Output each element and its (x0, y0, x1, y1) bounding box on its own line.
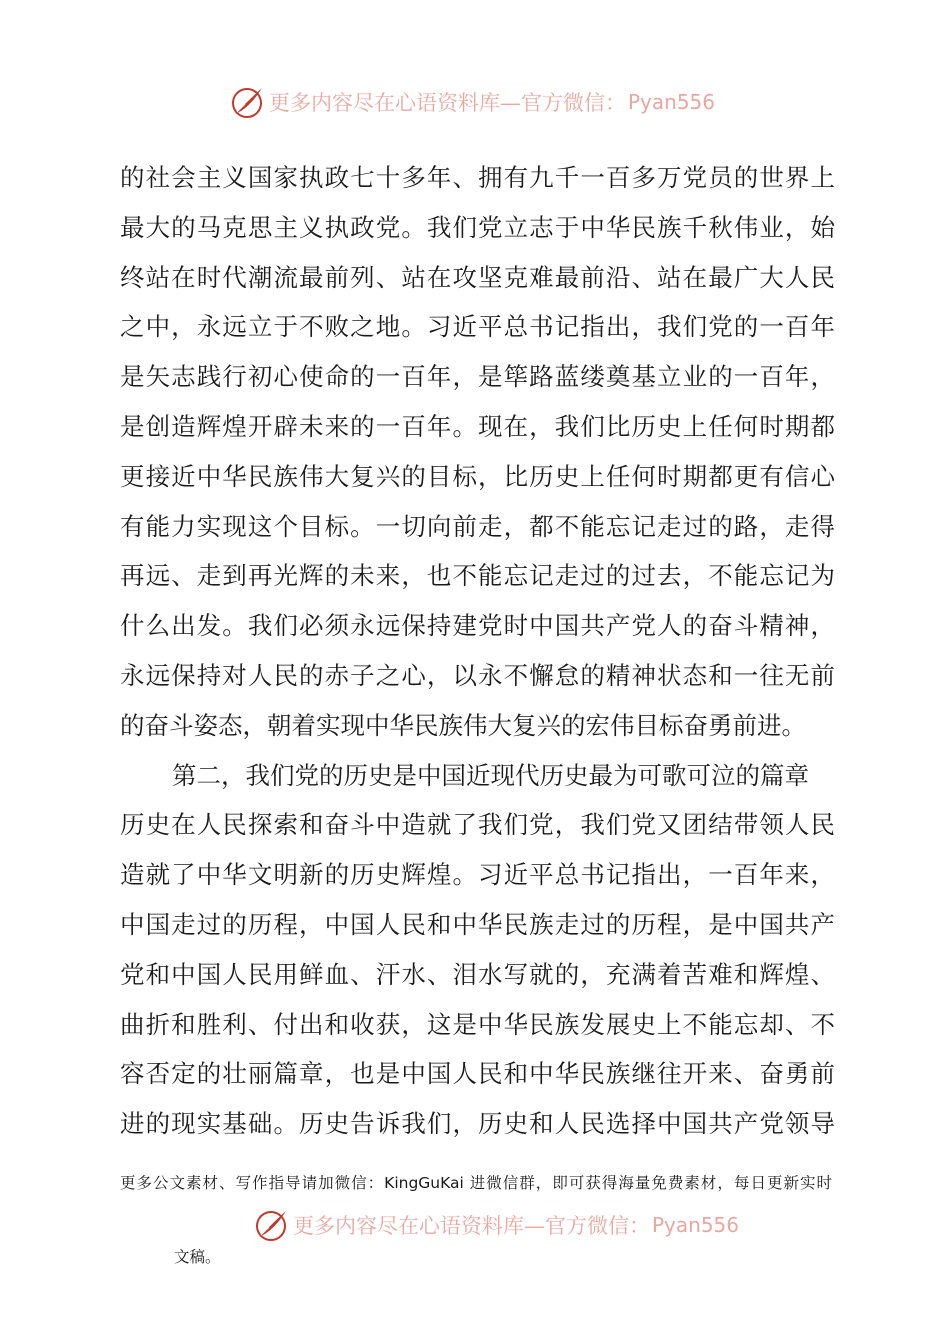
body-line: 曲折和胜利、付出和收获，这是中华民族发展史上不能忘却、不 (120, 1009, 835, 1039)
body-line: 是矢志践行初心使命的一百年，是筚路蓝缕奠基立业的一百年， (120, 362, 835, 392)
body-line: 最大的马克思主义执政党。我们党立志于中华民族千秋伟业，始 (120, 212, 835, 242)
body-line: 的社会主义国家执政七十多年、拥有九千一百多万党员的世界上 (120, 163, 835, 192)
body-line: 是创造辉煌开辟未来的一百年。现在，我们比历史上任何时期都 (120, 411, 835, 441)
body-line: 造就了中华文明新的历史辉煌。习近平总书记指出，一百年来， (120, 860, 835, 890)
quill-logo-icon (253, 1207, 289, 1243)
body-line: 更接近中华民族伟大复兴的目标，比历史上任何时期都更有信心 (120, 461, 835, 491)
body-line: 中国走过的历程，中国人民和中华民族走过的历程，是中国共产 (120, 909, 835, 939)
watermark-wechat-id: Pyan556 (652, 1213, 740, 1237)
footer-note: 更多公文素材、写作指导请加微信：KingGuKai 进微信群，即可获得海量免费素材，每日更新实时 (120, 1174, 832, 1192)
body-line: 永远保持对人民的赤子之心，以永不懈怠的精神状态和一往无前 (120, 660, 835, 690)
body-line: 进的现实基础。历史告诉我们，历史和人民选择中国共产党领导 (120, 1109, 835, 1139)
document-body (120, 153, 835, 1149)
body-line: 终站在时代潮流最前列、站在攻坚克难最前沿、站在最广大人民 (120, 262, 835, 292)
body-line: 什么出发。我们必须永远保持建党时中国共产党人的奋斗精神， (120, 611, 835, 641)
body-line: 有能力实现这个目标。一切向前走，都不能忘记走过的路，走得 (120, 511, 835, 541)
paragraph-heading-line: 第二，我们党的历史是中国近现代历史最为可歌可泣的篇章 (172, 760, 809, 790)
body-line: 党和中国人民用鲜血、汗水、泪水写就的，充满着苦难和辉煌、 (120, 959, 835, 989)
header-watermark (229, 84, 715, 120)
body-line: 再远、走到再光辉的未来，也不能忘记走过的过去，不能忘记为 (120, 561, 835, 591)
watermark-text: 更多内容尽在心语资料库—官方微信： (293, 1214, 650, 1238)
body-line: 的奋斗姿态，朝着实现中华民族伟大复兴的宏伟目标奋勇前进。 (120, 710, 806, 740)
watermark-text: 更多内容尽在心语资料库—官方微信： (269, 91, 626, 115)
footer-note-continued: 文稿。 (174, 1248, 221, 1266)
watermark-wechat-id: Pyan556 (628, 90, 716, 114)
quill-logo-icon (229, 84, 265, 120)
body-line: 之中，永远立于不败之地。习近平总书记指出，我们党的一百年 (120, 312, 835, 342)
footer-watermark (253, 1207, 739, 1243)
body-line: 容否定的壮丽篇章，也是中国人民和中华民族继往开来、奋勇前 (120, 1059, 835, 1089)
body-line: 历史在人民探索和奋斗中造就了我们党，我们党又团结带领人民 (120, 810, 835, 840)
